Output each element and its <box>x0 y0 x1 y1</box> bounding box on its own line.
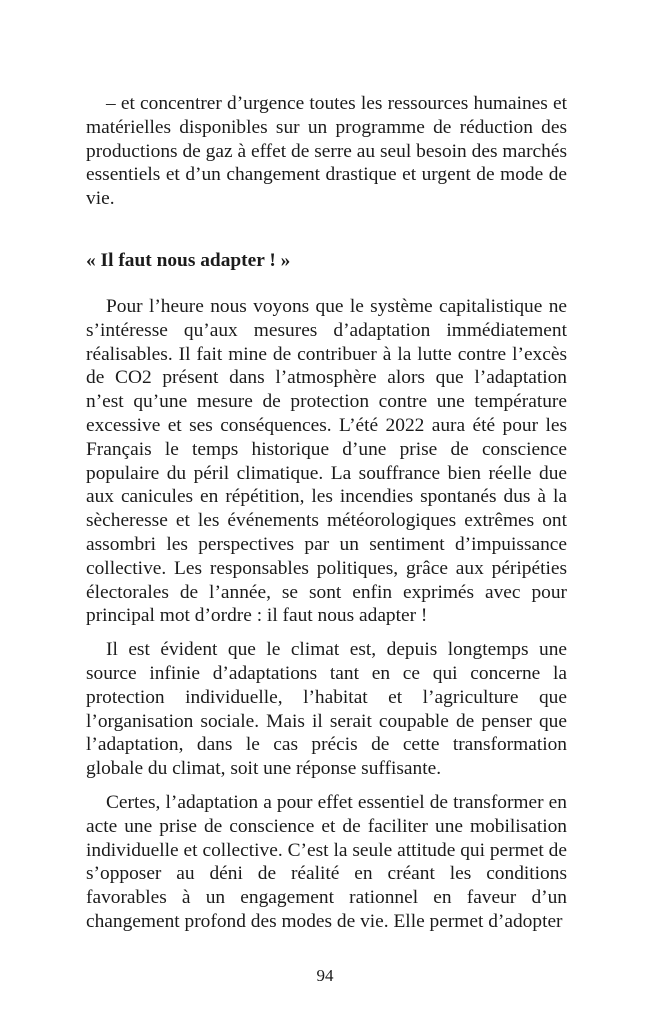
paragraph: Pour l’heure nous voyons que le système capitalistique ne s’intéresse qu’aux mesures d’adaptation immédiatement réalisables. Il fait mine de contribuer à la lutte contre l’excès de CO2 présent dans l’atmosphère alors que l’adaptation n’est qu’une mesure de protection contre une température excessive et ses conséquences. L’été 2022 aura été pour les Français le temps historique d’une prise de conscience populaire du péril climatique. La souffrance bien réelle due aux canicules en répétition, les incendies spontanés dus à la sècheresse et les événements météorologiques extrêmes ont assombri les perspectives par un sentiment d’impuissance collective. Les responsables politiques, grâce aux péripéties électorales de l’année, se sont enfin exprimés avec pour principal mot d’ordre : il faut nous adapter ! <box>86 295 567 627</box>
book-page <box>86 92 567 934</box>
section-heading: « Il faut nous adapter ! » <box>86 249 291 271</box>
paragraph: Il est évident que le climat est, depuis longtemps une source infinie d’adaptations tant en ce qui concerne la protection individuelle, l’habitat et l’agriculture que l’organisation sociale. Mais il serait coupable de penser que l’adaptation, dans le cas précis de cette transformation globale du climat, soit une réponse suffisante. <box>86 639 567 780</box>
paragraph: Certes, l’adaptation a pour effet essentiel de transformer en acte une prise de conscience et de faciliter une mobilisation individuelle et collective. C’est la seule attitude qui permet de s’opposer au déni de réalité en créant les conditions favorables à un engagement rationnel en faveur d’un changement profond des modes de vie. Elle permet d’adopter <box>86 791 567 932</box>
page-number: 94 <box>316 966 334 985</box>
paragraph-continuation: – et concentrer d’urgence toutes les ressources humaines et matérielles disponibles sur un programme de réduction des productions de gaz à effet de serre au seul besoin des marchés essentiels et d’un changement drastique et urgent de mode de vie. <box>86 93 567 210</box>
